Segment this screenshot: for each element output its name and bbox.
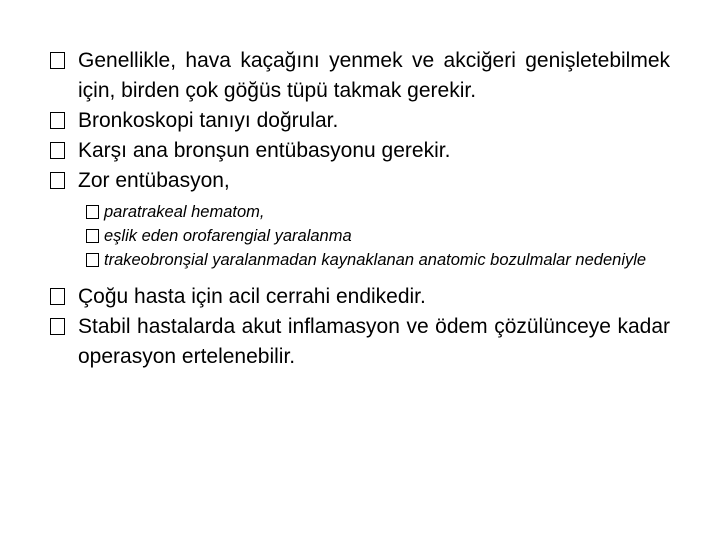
checkbox-glyph-icon — [50, 142, 65, 159]
sub-bullet-text: eşlik eden orofarengial yaralanma — [104, 227, 352, 245]
bullet-item — [50, 46, 670, 106]
slide-content — [50, 46, 670, 372]
bullet-text: Bronkoskopi tanıyı doğrular. — [78, 109, 339, 132]
bullet-text: Karşı ana bronşun entübasyonu gerekir. — [78, 139, 451, 162]
checkbox-glyph-icon — [50, 112, 65, 129]
sub-bullet-item — [86, 248, 670, 272]
sub-bullet-list — [86, 200, 670, 272]
checkbox-glyph-icon — [86, 205, 99, 219]
bullet-text: Çoğu hasta için acil cerrahi endikedir. — [78, 285, 426, 308]
checkbox-glyph-icon — [86, 253, 99, 267]
bullet-text: Genellikle, hava kaçağını yenmek ve akciğeri genişletebilmek için, birden çok göğüs tüpü takmak gerekir. — [78, 49, 670, 102]
bullet-item — [50, 106, 670, 136]
bullet-text: Stabil hastalarda akut inflamasyon ve ödem çözülünceye kadar operasyon ertelenebilir. — [78, 315, 670, 368]
bullet-item — [50, 312, 670, 372]
bullet-item — [50, 166, 670, 196]
sub-bullet-text: paratrakeal hematom, — [104, 203, 265, 221]
checkbox-glyph-icon — [50, 288, 65, 305]
checkbox-glyph-icon — [50, 318, 65, 335]
checkbox-glyph-icon — [86, 229, 99, 243]
checkbox-glyph-icon — [50, 52, 65, 69]
checkbox-glyph-icon — [50, 172, 65, 189]
sub-bullet-text: trakeobronşial yaralanmadan kaynaklanan anatomic bozulmalar nedeniyle — [104, 251, 647, 269]
sub-bullet-item — [86, 224, 670, 248]
sub-bullet-item — [86, 200, 670, 224]
bullet-item — [50, 136, 670, 166]
bullet-item — [50, 282, 670, 312]
bullet-text: Zor entübasyon, — [78, 169, 230, 192]
